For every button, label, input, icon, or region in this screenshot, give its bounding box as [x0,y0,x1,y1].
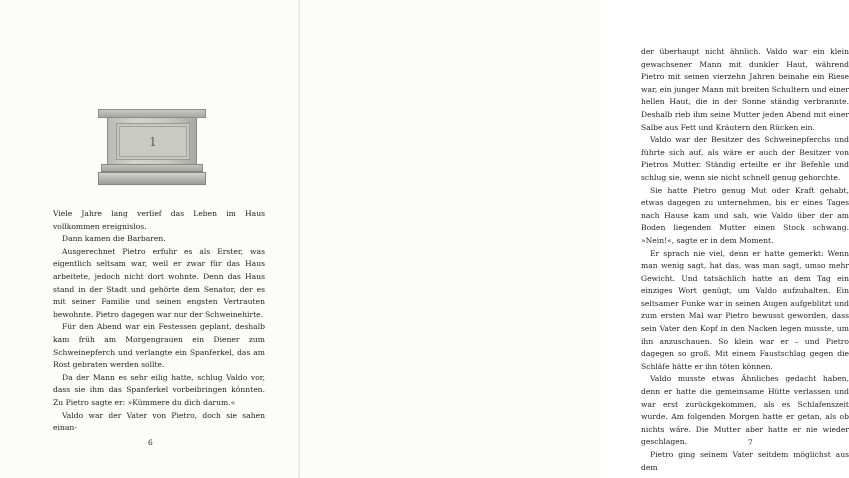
stone-pedestal-illustration [98,109,206,187]
right-page [300,0,849,478]
right-page-text [641,46,849,474]
paragraph: Für den Abend war ein Festessen geplant, deshalb kam früh am Morgengrauen ein Diener zum Schweinepferch und verlangte ein Spanferkel, das am Rost gebraten werden sollte. [53,322,265,370]
paragraph: Sie hatte Pietro genug Mut oder Kraft gehabt, etwas dagegen zu unternehmen, bis er eines Tages nach Hause kam und sah, wie Valdo über der am Boden liegenden Mutter einen Stock schwang. »Nein!«, sagte er in dem Moment. [641,185,849,245]
paragraph: Valdo war der Besitzer des Schweinepferchs und führte sich auf, als wäre er auch der Besitzer von Pietros Mutter. Ständig erteilte er ihr Befehle und schlug sie, wenn sie nicht schnell genug gehorchte. [641,135,849,182]
pedestal-base-lower [98,172,206,185]
paragraph: Pietro ging seinem Vater seitdem möglichst aus dem [641,450,849,472]
pedestal-base-upper [101,164,203,172]
page-number-right: 7 [748,438,753,447]
chapter-number: 1 [149,134,157,149]
paragraph: Da der Mann es sehr eilig hatte, schlug Valdo vor, dass sie ihm das Spanferkel vorbeibringen könnten. Zu Pietro sagte er: »Kümmere du dich darum.« [53,372,265,407]
page-number-left: 6 [148,438,153,447]
paragraph: Valdo musste etwas Ähnliches gedacht haben, denn er hatte die gemeinsame Hütte verlassen und war erst zurückgekommen, als es Schlafenszeit wurde. Am folgenden Morgen hatte er getan, als ob nichts wäre. Die Mutter aber hatte er nie wieder geschlagen. [641,374,849,447]
pedestal-panel [116,123,190,160]
left-page [0,0,300,478]
pedestal-cap [98,109,206,118]
pedestal-body [107,118,197,164]
paragraph: Ausgerechnet Pietro erfuhr es als Erster, was eigentlich seltsam war, weil er zwar für das Haus arbeitete, jedoch nicht dort wohnte. Denn das Haus stand in der Stadt und gehörte dem Senator, der es mit seiner Familie und seinen engsten Vertrauten bewohnte. Pietro dagegen war nur der Schweinehirte. [53,246,265,319]
paragraph: Valdo war der Vater von Pietro, doch sie sahen einan- [53,410,265,433]
paragraph: der überhaupt nicht ähnlich. Valdo war ein klein gewachsener Mann mit dunkler Haut, während Pietro mit seinen vierzehn Jahren beinahe ein Riese war, ein junger Mann mit breiten Schultern und einer hellen Haut, die in der Sonne ständig verbrannte. Deshalb rieb ihm seine Mutter jeden Abend mit einer Salbe aus Fett und Kräutern den Rücken ein. [641,47,849,132]
paragraph: Er sprach nie viel, denn er hatte gemerkt: Wenn man wenig sagt, hat das, was man sagt, umso mehr Gewicht. Und tatsächlich hatte an dem Tag ein einziges Wort genügt, um Valdo aufzuhalten. Ein seltsamer Funke war in seinen Augen aufgeblitzt und zum ersten Mal war Pietro bewusst geworden, dass sein Vater den Kopf in den Nacken legen musste, um ihn anzuschauen. So klein war er – und Pietro dagegen so groß. Mit einem Faustschlag gegen die Schläfe hätte er ihn töten können. [641,248,849,371]
paragraph: Viele Jahre lang verlief das Leben im Haus vollkommen ereignislos. [53,209,265,231]
paragraph: Dann kamen die Barbaren. [62,234,166,244]
left-page-text [53,208,265,435]
